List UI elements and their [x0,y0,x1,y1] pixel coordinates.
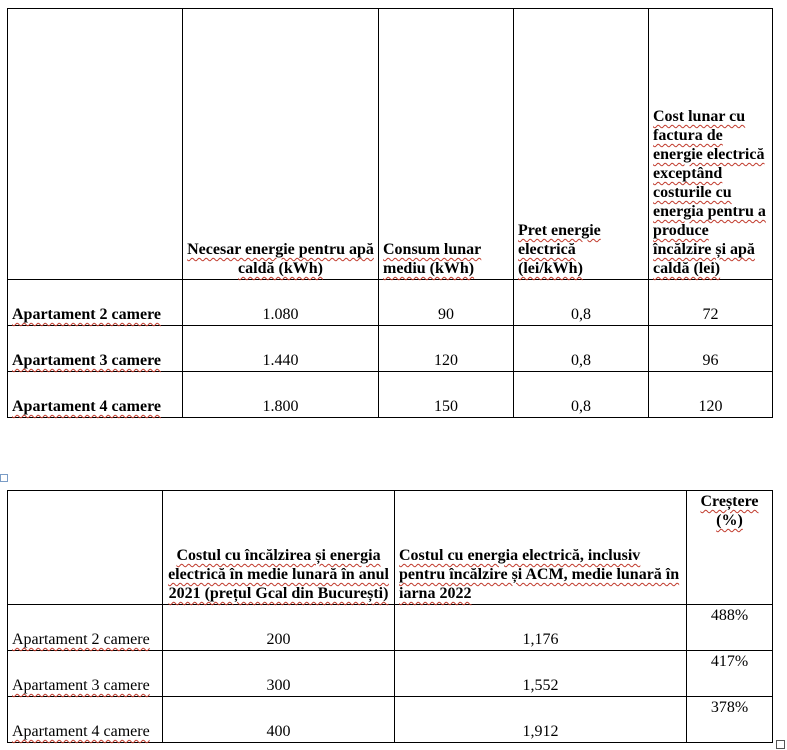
table1-header-monthly-cost: Cost lunar cu factura de energie electrică exceptând costurile cu energia pentru a produce încălzire și apă caldă (lei) [649,9,773,280]
cell-value: 1,912 [395,697,687,743]
table-row [8,326,773,372]
cell-value: 72 [649,280,773,326]
table-move-handle-icon[interactable] [0,474,8,482]
cell-value: 96 [649,326,773,372]
cell-value: 150 [379,372,514,418]
cost-increase-table [7,490,773,743]
table-row [8,697,773,743]
row-label: Apartament 3 camere [8,326,183,372]
table-row [8,372,773,418]
table-row [8,280,773,326]
table2-header-increase: Creștere (%) [687,491,773,605]
table2-header-row [8,491,773,605]
energy-need-table [7,8,773,418]
cell-value: 378% [687,697,773,743]
row-label: Apartament 3 camere [8,651,163,697]
row-label: Apartament 2 camere [8,280,183,326]
cell-value: 488% [687,605,773,651]
table1-header-row [8,9,773,280]
cell-value: 400 [163,697,395,743]
cell-value: 417% [687,651,773,697]
cell-value: 1.080 [183,280,379,326]
row-label: Apartament 4 camere [8,372,183,418]
table1-header-empty [8,9,183,280]
table1-header-hot-water-need: Necesar energie pentru apă caldă (kWh) [183,9,379,280]
row-label: Apartament 2 camere [8,605,163,651]
table1-header-monthly-consumption: Consum lunar mediu (kWh) [379,9,514,280]
table1-header-energy-price: Pret energie electrică (lei/kWh) [514,9,649,280]
cell-value: 120 [649,372,773,418]
cell-value: 120 [379,326,514,372]
cell-value: 0,8 [514,372,649,418]
table2-header-cost-2021: Costul cu încălzirea și energia electrică în medie lunară în anul 2021 (prețul Gcal din București) [163,491,395,605]
cell-value: 1,552 [395,651,687,697]
table-row [8,651,773,697]
table2-header-cost-2022: Costul cu energia electrică, inclusiv pentru încălzire și ACM, medie lunară în iarna 2022 [395,491,687,605]
cell-value: 0,8 [514,326,649,372]
cell-value: 1.800 [183,372,379,418]
cell-value: 90 [379,280,514,326]
table-row [8,605,773,651]
cell-value: 200 [163,605,395,651]
table-resize-handle-icon[interactable] [776,740,785,749]
cell-value: 300 [163,651,395,697]
table2-header-empty [8,491,163,605]
cell-value: 0,8 [514,280,649,326]
cell-value: 1,176 [395,605,687,651]
row-label: Apartament 4 camere [8,697,163,743]
cell-value: 1.440 [183,326,379,372]
